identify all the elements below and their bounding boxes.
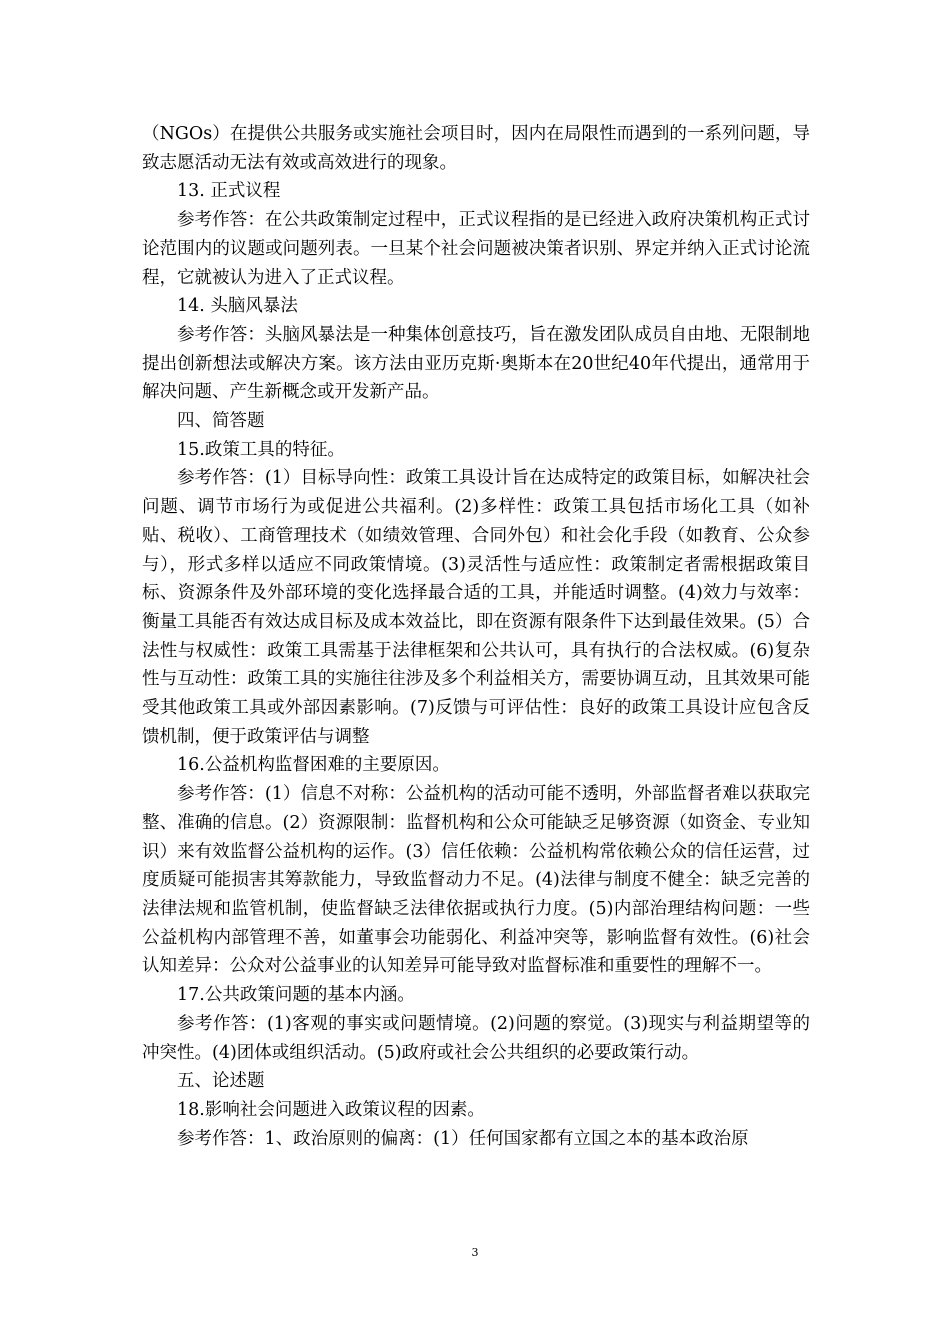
- term-heading: 14. 头脑风暴法: [177, 296, 298, 317]
- answer-paragraph: 参考作答：(1）目标导向性：政策工具设计旨在达成特定的政策目标，如解决社会问题、调节市场行为或促进公共福利。(2)多样性：政策工具包括市场化工具（如补贴、税收）、工商管理技术（如绩效管理、合同外包）和社会化手段（如教育、公众参与），形式多样以适应不同政策情境。(3)灵活性与适应性：政策制定者需根据政策目标、资源条件及外部环境的变化选择最合适的工具，并能适时调整。(4)效力与效率：衡量工具能否有效达成目标及成本效益比，即在资源有限条件下达到最佳效果。(5）合法性与权威性：政策工具需基于法律框架和公共认可，具有执行的合法权威。(6)复杂性与互动性：政策工具的实施往往涉及多个利益相关方，需要协调互动，且其效果可能受其他政策工具或外部因素影响。(7)反馈与可评估性：良好的政策工具设计应包含反馈机制，便于政策评估与调整: [142, 468, 810, 747]
- question-heading: 16.公益机构监督困难的主要原因。: [177, 755, 450, 776]
- answer-paragraph: 参考作答：在公共政策制定过程中，正式议程指的是已经进入政府决策机构正式讨论范围内的议题或问题列表。一旦某个社会问题被决策者识别、界定并纳入正式讨论流程，它就被认为进入了正式议程。: [142, 210, 810, 288]
- question-heading: 15.政策工具的特征。: [177, 439, 345, 460]
- answer-paragraph: 参考作答：(1)客观的事实或问题情境。(2)问题的察觉。(3)现实与利益期望等的冲突性。(4)团体或组织活动。(5)政府或社会公共组织的必要政策行动。: [142, 1013, 810, 1063]
- answer-paragraph: 参考作答：1、政治原则的偏离：(1）任何国家都有立国之本的基本政治原: [177, 1128, 749, 1149]
- question-heading: 17.公共政策问题的基本内涵。: [177, 985, 415, 1006]
- answer-paragraph: 参考作答：(1）信息不对称：公益机构的活动可能不透明，外部监督者难以获取完整、准确的信息。(2）资源限制：监督机构和公众可能缺乏足够资源（如资金、专业知识）来有效监督公益机构的运作。(3）信任依赖：公益机构常依赖公众的信任运营，过度质疑可能损害其筹款能力，导致监督动力不足。(4)法律与制度不健全：缺乏完善的法律法规和监管机制，使监督缺乏法律依据或执行力度。(5)内部治理结构问题：一些公益机构内部管理不善，如董事会功能弱化、利益冲突等，影响监督有效性。(6)社会认知差异：公众对公益事业的认知差异可能导致对监督标准和重要性的理解不一。: [142, 784, 810, 977]
- section-heading: 五、论述题: [177, 1071, 265, 1092]
- section-heading: 四、简答题: [177, 411, 265, 432]
- page-number: 3: [471, 1246, 479, 1259]
- question-heading: 18.影响社会问题进入政策议程的因素。: [177, 1099, 485, 1120]
- document-body: [142, 120, 810, 1153]
- paragraph: （NGOs）在提供公共服务或实施社会项目时，因内在局限性而遇到的一系列问题，导致志愿活动无法有效或高效进行的现象。: [142, 124, 810, 173]
- answer-paragraph: 参考作答：头脑风暴法是一种集体创意技巧，旨在激发团队成员自由地、无限制地提出创新想法或解决方案。该方法由亚历克斯·奥斯本在20世纪40年代提出，通常用于解决问题、产生新概念或开发新产品。: [142, 324, 810, 403]
- term-heading: 13. 正式议程: [177, 181, 281, 202]
